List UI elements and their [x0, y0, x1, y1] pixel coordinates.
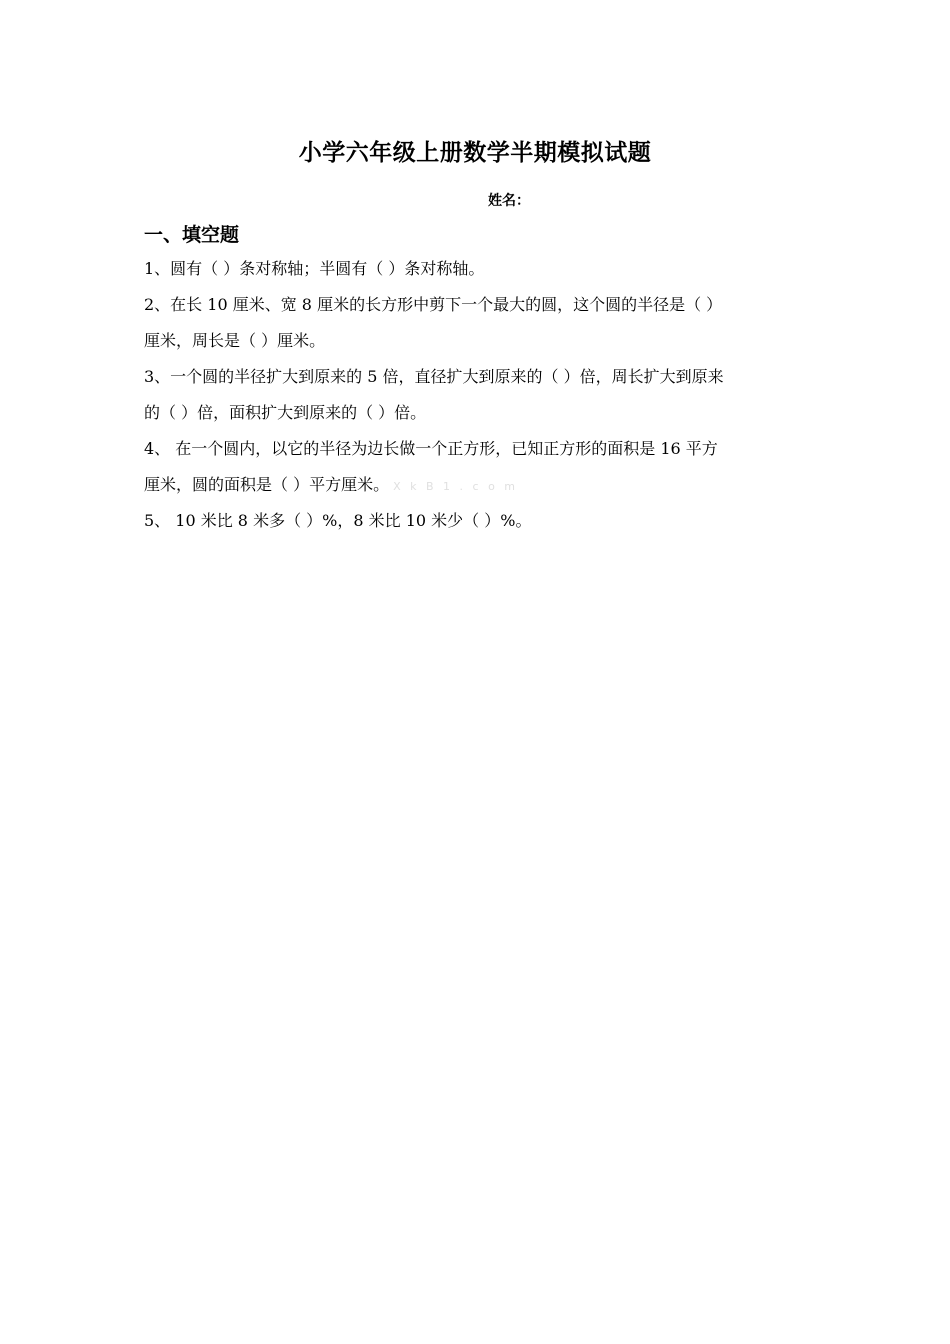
question-2-line-1: 2、在长 10 厘米、宽 8 厘米的长方形中剪下一个最大的圆，这个圆的半径是（ ）	[144, 295, 723, 314]
question-4-line-2	[144, 471, 810, 507]
section-heading: 一、填空题	[144, 224, 240, 246]
question-1-line: 1、圆有（ ）条对称轴；半圆有（ ）条对称轴。	[144, 259, 485, 278]
question-4-line-2-text: 厘米，圆的面积是（ ）平方厘米。	[144, 475, 390, 494]
document-title: 小学六年级上册数学半期模拟试题	[298, 140, 652, 166]
question-5-line: 5、 10 米比 8 米多（ ）%，8 米比 10 米少（ ）%。	[144, 511, 532, 530]
question-2-line-2: 厘米，周长是（ ）厘米。	[144, 331, 326, 350]
name-label: 姓名：	[488, 193, 530, 209]
question-3-line-1: 3、一个圆的半径扩大到原来的 5 倍，直径扩大到原来的（ ）倍，周长扩大到原来	[144, 367, 724, 386]
question-4-line-1: 4、 在一个圆内，以它的半径为边长做一个正方形，已知正方形的面积是 16 平方	[144, 439, 718, 458]
question-list	[144, 255, 810, 543]
watermark-text: X k B 1 . c o m	[393, 480, 519, 493]
question-3-line-2: 的（ ）倍，面积扩大到原来的（ ）倍。	[144, 403, 427, 422]
